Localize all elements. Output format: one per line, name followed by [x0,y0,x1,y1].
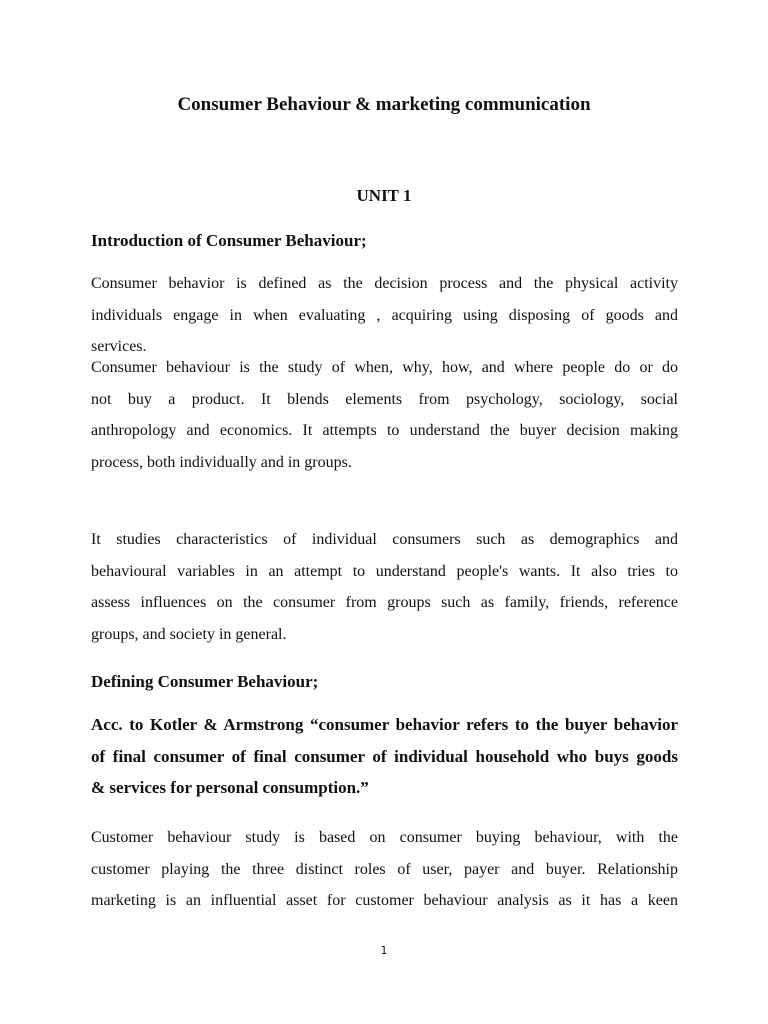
paragraph-line: behavioural variables in an attempt to understand people's wants. It also tries to [91,562,678,580]
heading-defining: Defining Consumer Behaviour; [91,672,319,691]
paragraph-customer-behaviour [91,822,678,917]
paragraph-line: assess influences on the consumer from groups such as family, friends, reference [91,594,678,611]
unit-heading: UNIT 1 [356,186,412,205]
definition-quote [91,709,678,804]
heading-introduction: Introduction of Consumer Behaviour; [91,231,367,250]
paragraph-line: customer playing the three distinct roles of user, payer and buyer. Relationship [91,860,678,878]
definition-line: of final consumer of final consumer of individual household who buys goods [91,746,678,766]
page-number: 1 [380,944,388,957]
paragraph-line: Consumer behaviour is the study of when, why, how, and where people do or do [91,359,678,376]
definition-line: & services for personal consumption.” [91,778,369,797]
paragraph-study-of [91,352,678,478]
paragraph-line: marketing is an influential asset for customer behaviour analysis as it has a keen [91,892,678,909]
paragraph-line: process, both individually and in groups. [91,453,352,471]
paragraph-line: individuals engage in when evaluating , acquiring using disposing of goods and [91,306,678,324]
paragraph-definition-intro [91,268,678,363]
paragraph-line: services. [91,338,147,355]
paragraph-line: Customer behaviour study is based on consumer buying behaviour, with the [91,829,678,846]
paragraph-line: Consumer behavior is defined as the decision process and the physical activity [91,275,678,292]
paragraph-line: anthropology and economics. It attempts to understand the buyer decision making [91,422,678,439]
paragraph-characteristics [91,524,678,650]
paragraph-line: not buy a product. It blends elements from psychology, sociology, social [91,390,678,408]
document-title: Consumer Behaviour & marketing communication [177,94,591,115]
paragraph-line: It studies characteristics of individual consumers such as demographics and [91,531,678,548]
paragraph-line: groups, and society in general. [91,625,287,643]
definition-line: Acc. to Kotler & Armstrong “consumer behavior refers to the buyer behavior [91,715,678,734]
